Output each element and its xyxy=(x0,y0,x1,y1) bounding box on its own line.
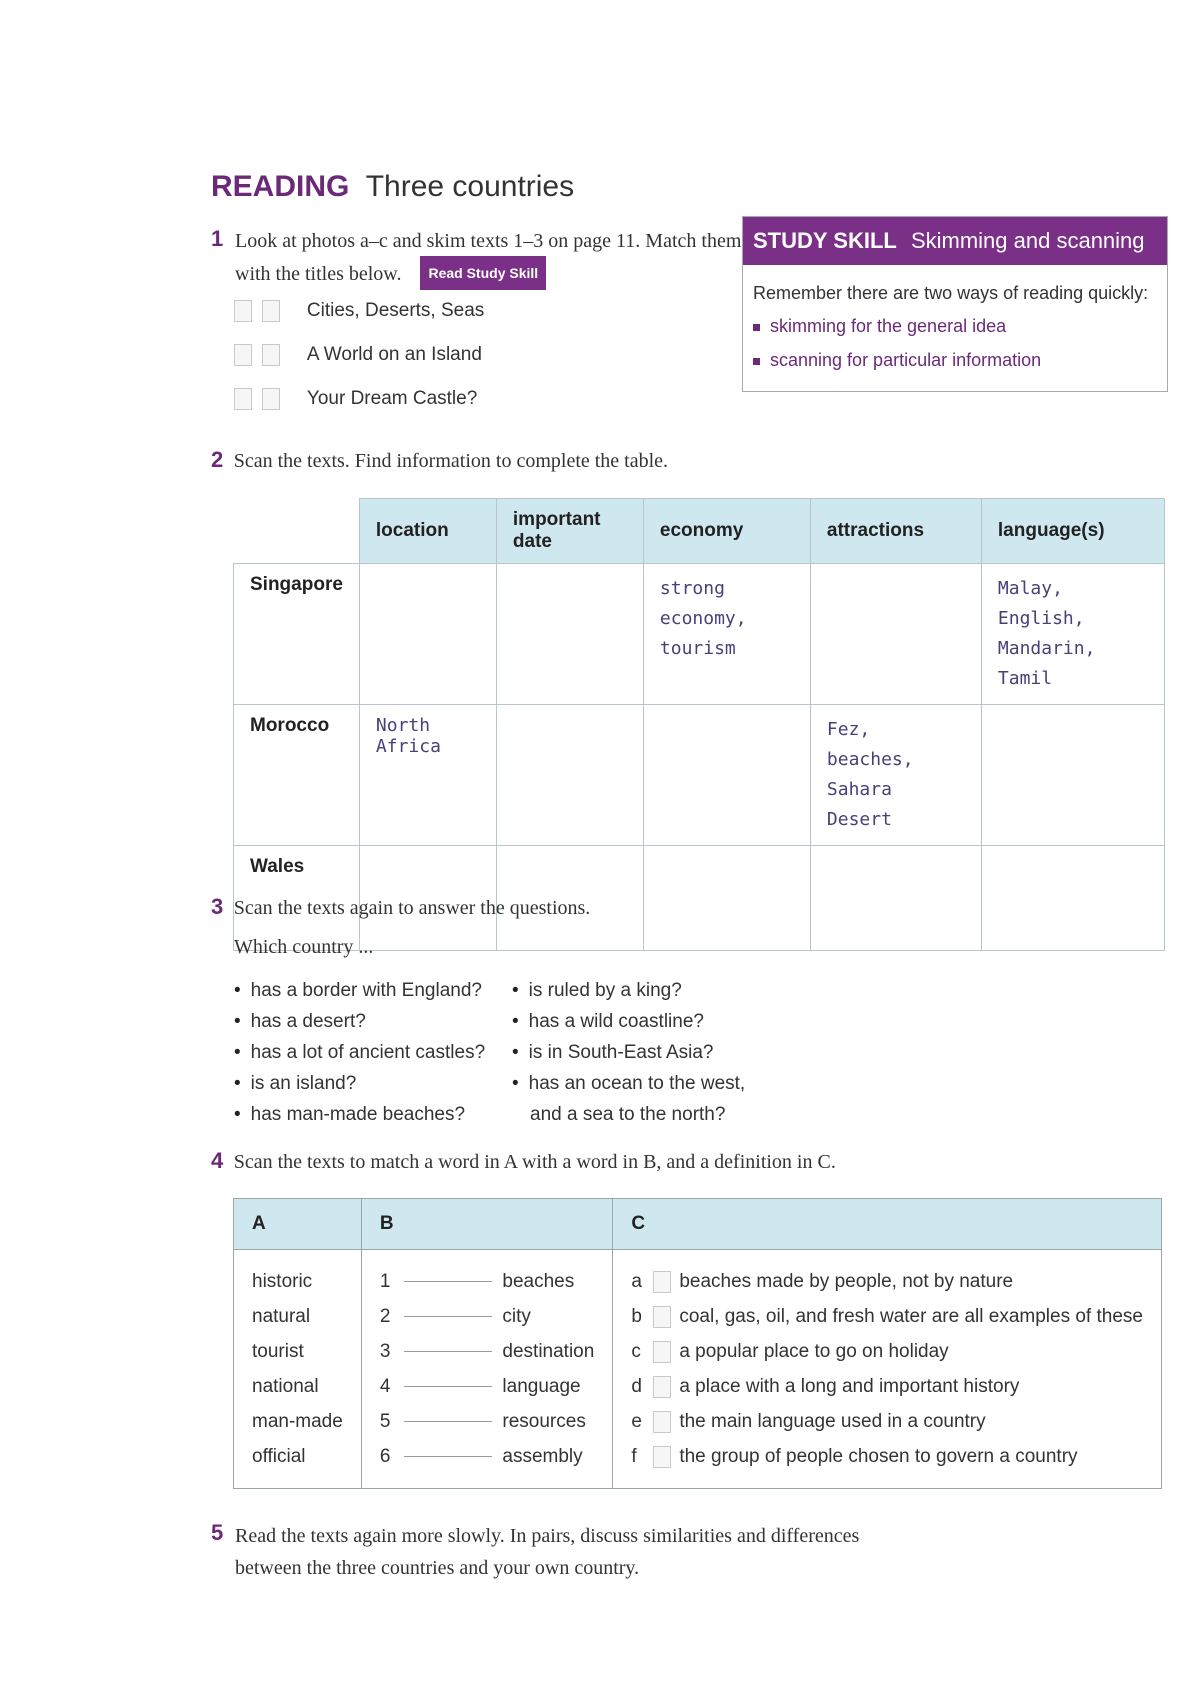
definition-row: b coal, gas, oil, and fresh water are all examples of these xyxy=(631,1306,1143,1327)
exercise-1 xyxy=(211,226,742,290)
exercise-1-instruction-line2: with the titles below. xyxy=(235,263,402,285)
answer-checkbox[interactable] xyxy=(234,344,252,366)
country-info-table xyxy=(233,498,1165,951)
column-header: location xyxy=(359,499,496,564)
answer-cell[interactable] xyxy=(981,846,1164,951)
exercise-2 xyxy=(211,447,668,473)
definition-row: c a popular place to go on holiday xyxy=(631,1341,949,1362)
word-a: historic xyxy=(252,1271,313,1292)
title-options xyxy=(234,300,484,432)
exercise-3-prompt: Which country ... xyxy=(234,936,374,958)
row-header: Singapore xyxy=(234,564,360,705)
word-match-table xyxy=(233,1198,1162,1489)
column-header: C xyxy=(613,1199,1162,1250)
word-a: national xyxy=(252,1376,319,1397)
answer-cell[interactable]: strong economy, tourism xyxy=(643,564,810,705)
exercise-4-instruction: Scan the texts to match a word in A with a word in B, and a definition in C. xyxy=(233,1151,836,1173)
column-c xyxy=(613,1250,1162,1489)
exercise-number: 5 xyxy=(211,1520,224,1545)
answer-blank[interactable] xyxy=(404,1386,492,1387)
column-header: economy xyxy=(643,499,810,564)
exercise-2-instruction: Scan the texts. Find information to complete the table. xyxy=(233,450,669,472)
questions-right xyxy=(512,975,745,1099)
exercise-3-instruction: Scan the texts again to answer the questions. xyxy=(233,897,591,919)
exercise-1-instruction-line1: Look at photos a–c and skim texts 1–3 on page 11. Match them xyxy=(235,230,742,252)
list-item: • has a desert? xyxy=(234,1006,485,1037)
answer-checkbox[interactable] xyxy=(653,1306,671,1328)
square-bullet-icon xyxy=(753,324,760,331)
answer-checkbox[interactable] xyxy=(234,388,252,410)
word-b-row: 2 city xyxy=(379,1306,531,1327)
list-item: • has man-made beaches? xyxy=(234,1099,485,1130)
answer-checkbox[interactable] xyxy=(234,300,252,322)
column-header: language(s) xyxy=(981,499,1164,564)
read-study-skill-badge[interactable]: Read Study Skill xyxy=(420,256,546,290)
study-skill-box xyxy=(742,216,1168,392)
row-header: Wales xyxy=(234,846,360,951)
answer-checkbox[interactable] xyxy=(653,1446,671,1468)
answer-blank[interactable] xyxy=(404,1421,492,1422)
answer-blank[interactable] xyxy=(404,1351,492,1352)
column-header: B xyxy=(361,1199,612,1250)
exercise-number: 3 xyxy=(211,894,224,919)
list-item: • has a lot of ancient castles? xyxy=(234,1037,485,1068)
table-row xyxy=(234,705,1165,846)
title-option-label: A World on an Island xyxy=(306,344,482,365)
list-item: • is in South-East Asia? xyxy=(512,1037,745,1068)
study-skill-label: STUDY SKILL xyxy=(753,228,897,253)
exercise-number: 4 xyxy=(211,1148,224,1173)
study-skill-item: scanning for particular information xyxy=(753,343,1157,377)
table-row xyxy=(234,1250,1162,1489)
answer-cell[interactable] xyxy=(496,705,643,846)
answer-checkbox[interactable] xyxy=(653,1271,671,1293)
word-b-row: 5 resources xyxy=(379,1411,586,1432)
answer-cell[interactable]: North Africa xyxy=(359,705,496,846)
answer-cell[interactable] xyxy=(981,705,1164,846)
answer-cell[interactable] xyxy=(810,846,981,951)
answer-blank[interactable] xyxy=(404,1281,492,1282)
answer-checkbox[interactable] xyxy=(262,300,280,322)
table-header-row xyxy=(234,1199,1162,1250)
title-option-label: Cities, Deserts, Seas xyxy=(306,300,485,321)
list-item: • has a wild coastline? xyxy=(512,1006,745,1037)
answer-cell[interactable] xyxy=(496,564,643,705)
answer-blank[interactable] xyxy=(404,1456,492,1457)
definition-row: f the group of people chosen to govern a country xyxy=(631,1446,1078,1467)
questions-left xyxy=(234,975,485,1130)
column-a xyxy=(234,1250,362,1489)
study-skill-header xyxy=(743,217,1167,265)
definition-row: d a place with a long and important history xyxy=(631,1376,1020,1397)
study-skill-item: skimming for the general idea xyxy=(753,309,1157,343)
definition-row: e the main language used in a country xyxy=(631,1411,986,1432)
list-item: • is ruled by a king? xyxy=(512,975,745,1006)
row-header: Morocco xyxy=(234,705,360,846)
word-b-row: 4 language xyxy=(379,1376,581,1397)
column-header: attractions xyxy=(810,499,981,564)
word-b-row: 6 assembly xyxy=(379,1446,583,1467)
answer-checkbox[interactable] xyxy=(262,388,280,410)
column-header: A xyxy=(234,1199,362,1250)
answer-blank[interactable] xyxy=(404,1316,492,1317)
answer-checkbox[interactable] xyxy=(653,1341,671,1363)
study-skill-intro: Remember there are two ways of reading quickly: xyxy=(753,283,1149,303)
exercise-3 xyxy=(211,894,590,920)
column-b xyxy=(361,1250,612,1489)
exercise-5 xyxy=(211,1520,859,1584)
answer-checkbox[interactable] xyxy=(653,1376,671,1398)
answer-checkbox[interactable] xyxy=(262,344,280,366)
answer-cell[interactable] xyxy=(643,705,810,846)
exercise-5-instruction-line1: Read the texts again more slowly. In pairs, discuss similarities and differences xyxy=(235,1525,860,1547)
column-header: important date xyxy=(496,499,643,564)
word-a: man-made xyxy=(252,1411,343,1432)
table-corner xyxy=(234,499,360,564)
answer-cell[interactable]: Fez, beaches, Sahara Desert xyxy=(810,705,981,846)
title-option-label: Your Dream Castle? xyxy=(306,388,478,409)
word-a: natural xyxy=(252,1306,311,1327)
definition-row: a beaches made by people, not by nature xyxy=(631,1271,1014,1292)
list-item-continuation: and a sea to the north? xyxy=(530,1104,726,1125)
title-option xyxy=(234,300,484,344)
answer-cell[interactable] xyxy=(359,564,496,705)
section-heading xyxy=(211,170,574,204)
section-label: READING xyxy=(211,170,350,203)
list-item: • is an island? xyxy=(234,1068,485,1099)
section-title: Three countries xyxy=(365,170,575,203)
list-item: • has a border with England? xyxy=(234,975,485,1006)
table-row xyxy=(234,564,1165,705)
exercise-5-instruction-line2: between the three countries and your own country. xyxy=(235,1557,640,1579)
exercise-number: 2 xyxy=(211,447,224,472)
answer-checkbox[interactable] xyxy=(653,1411,671,1433)
study-skill-title: Skimming and scanning xyxy=(910,228,1145,253)
list-item: • has an ocean to the west, xyxy=(512,1068,745,1099)
word-a: tourist xyxy=(252,1341,304,1362)
title-option xyxy=(234,388,484,432)
title-option xyxy=(234,344,484,388)
exercise-4 xyxy=(211,1148,836,1174)
table-header-row xyxy=(234,499,1165,564)
answer-cell[interactable] xyxy=(643,846,810,951)
exercise-number: 1 xyxy=(211,226,224,251)
word-a: official xyxy=(252,1446,306,1467)
answer-cell[interactable]: Malay, English, Mandarin, Tamil xyxy=(981,564,1164,705)
word-b-row: 3 destination xyxy=(379,1341,595,1362)
answer-cell[interactable] xyxy=(810,564,981,705)
word-b-row: 1 beaches xyxy=(379,1271,575,1292)
square-bullet-icon xyxy=(753,358,760,365)
